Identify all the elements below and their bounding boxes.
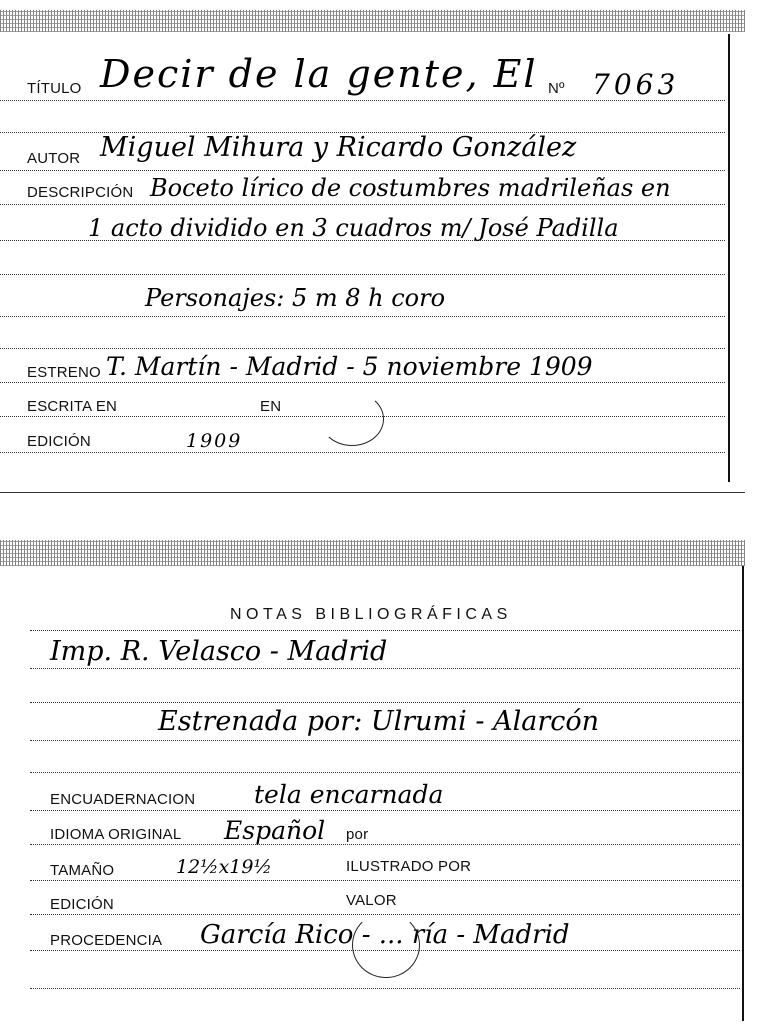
nota-estreno: Estrenada por: Ulrumi - Alarcón [158, 706, 599, 737]
rule [30, 630, 740, 631]
nota-imprenta: Imp. R. Velasco - Madrid [50, 636, 388, 667]
ilustrado-label: ILUSTRADO POR [346, 858, 472, 875]
edicion-label-2: EDICIÓN [50, 896, 114, 913]
rule [0, 170, 725, 171]
rule [0, 382, 725, 383]
stamp-circle [352, 912, 420, 978]
card-separator [0, 492, 745, 493]
estreno-label: ESTRENO [27, 364, 101, 381]
numero-label: Nº [548, 80, 565, 97]
rule [0, 452, 725, 453]
rule [0, 348, 725, 349]
edicion-label: EDICIÓN [27, 433, 91, 450]
card-top-edge-texture [0, 10, 745, 32]
rule [30, 810, 740, 811]
descripcion-line2: 1 acto dividido en 3 cuadros m/ José Padilla [88, 214, 619, 242]
rule [30, 988, 740, 989]
rule [30, 702, 740, 703]
estreno-value: T. Martín - Madrid - 5 noviembre 1909 [106, 352, 593, 381]
stamp-circle [320, 392, 384, 446]
idioma-label: IDIOMA ORIGINAL [50, 826, 182, 843]
rule [30, 668, 740, 669]
personajes-note: Personajes: 5 m 8 h coro [145, 284, 446, 312]
en-label: EN [260, 398, 282, 415]
autor-label: AUTOR [27, 150, 81, 167]
card-top-edge-texture [0, 540, 745, 566]
descripcion-line1: Boceto lírico de costumbres madrileñas en [150, 174, 671, 202]
numero-value: 7063 [592, 68, 680, 101]
catalog-card-title [0, 0, 745, 490]
por-label: por [346, 826, 369, 843]
notas-heading: NOTAS BIBLIOGRÁFICAS [230, 606, 512, 623]
encuadernacion-label: ENCUADERNACION [50, 791, 196, 808]
encuadernacion-value: tela encarnada [254, 780, 444, 809]
escrita-label: ESCRITA EN [27, 398, 118, 415]
rule [0, 316, 725, 317]
tamano-value: 12½x19½ [176, 856, 272, 878]
tamano-label: TAMAÑO [50, 862, 115, 879]
edicion-value: 1909 [186, 430, 243, 452]
catalog-card-notes [0, 540, 745, 1028]
rule [30, 844, 740, 845]
rule [0, 204, 725, 205]
procedencia-label: PROCEDENCIA [50, 932, 163, 949]
descripcion-label: DESCRIPCIÓN [27, 184, 134, 201]
titulo-value: Decir de la gente, El [100, 52, 538, 96]
idioma-value: Español [224, 816, 326, 845]
valor-label: VALOR [346, 892, 397, 909]
procedencia-value: García Rico - ... ría - Madrid [200, 920, 570, 950]
autor-value: Miguel Mihura y Ricardo González [100, 132, 577, 163]
rule [30, 772, 740, 773]
titulo-label: TÍTULO [27, 80, 82, 97]
rule [0, 274, 725, 275]
rule [30, 740, 740, 741]
rule [30, 880, 740, 881]
